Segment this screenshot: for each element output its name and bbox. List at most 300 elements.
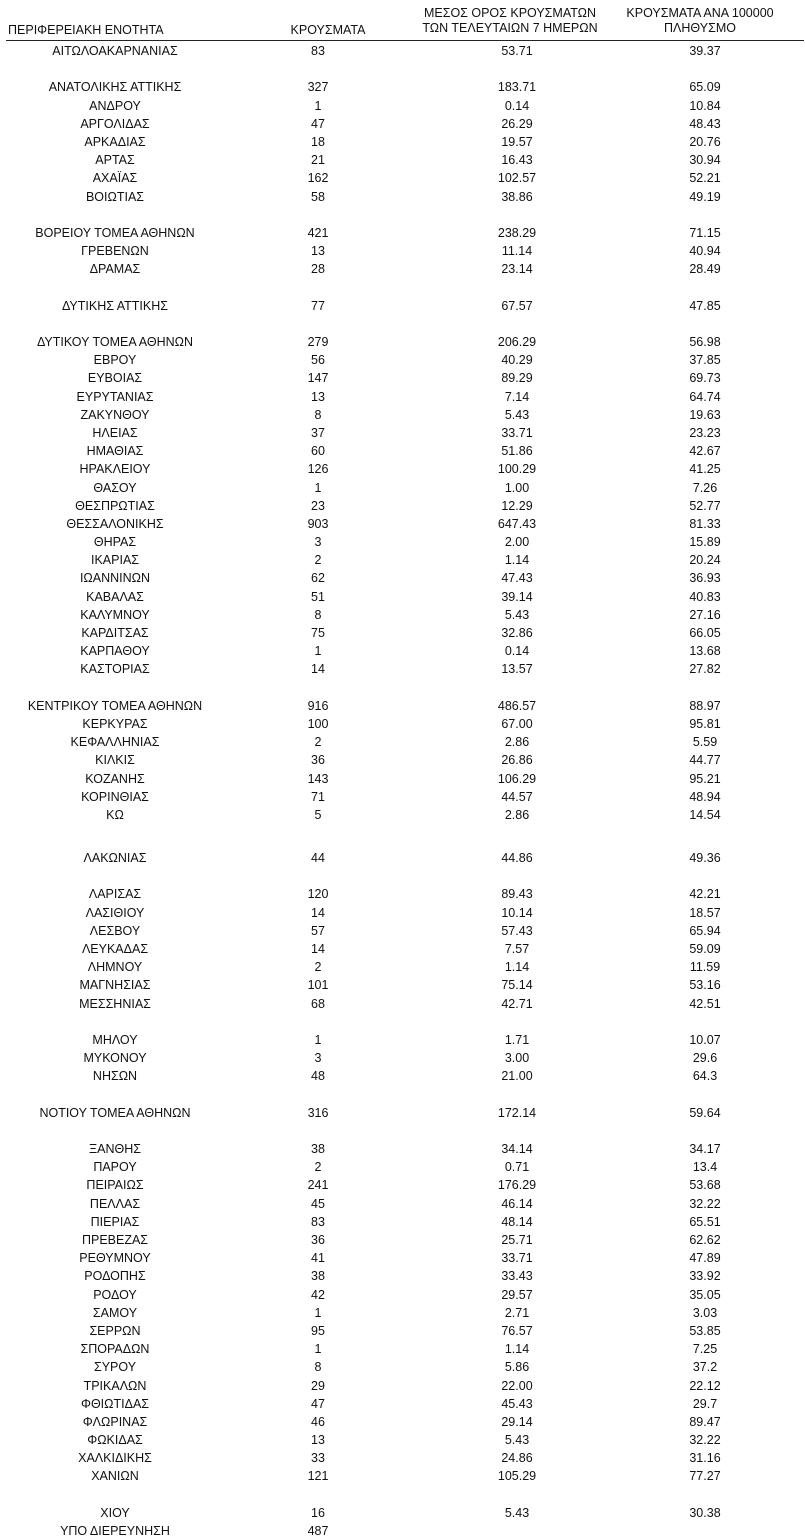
per-100k-cell: 18.57 [689, 905, 721, 920]
cases-cell: 13 [311, 1433, 325, 1448]
per-100k-cell: 71.15 [689, 225, 721, 240]
cases-cell: 487 [307, 1524, 329, 1538]
avg-cell: 106.29 [497, 771, 537, 786]
per-100k-cell: 89.47 [689, 1414, 721, 1429]
region-cell: ΛΑΚΩΝΙΑΣ [83, 851, 147, 866]
per-100k-cell: 69.73 [689, 371, 721, 386]
table-row [0, 1304, 805, 1322]
table-row [0, 940, 805, 958]
header-avg [410, 6, 610, 36]
per-100k-cell: 29.6 [692, 1051, 718, 1066]
avg-cell: 2.86 [504, 735, 530, 750]
cases-cell: 42 [311, 1287, 325, 1302]
cases-cell: 36 [311, 1233, 325, 1247]
table-row [0, 715, 805, 733]
cases-cell: 38 [311, 1269, 325, 1284]
per-100k-cell: 29.7 [692, 1396, 718, 1411]
table-row [0, 770, 805, 788]
table-row [0, 606, 805, 624]
table-row [0, 1358, 805, 1376]
per-100k-cell: 13.4 [692, 1160, 718, 1175]
avg-cell: 5.43 [504, 607, 530, 622]
per-100k-cell: 36.93 [689, 571, 721, 586]
avg-cell: 183.71 [497, 80, 537, 95]
per-100k-cell: 20.24 [689, 553, 721, 568]
region-cell: ΛΕΥΚΑΔΑΣ [81, 942, 149, 956]
per-100k-cell: 7.25 [692, 1342, 718, 1357]
avg-cell: 105.29 [497, 1469, 537, 1484]
table-row [0, 1431, 805, 1449]
per-100k-cell: 53.16 [689, 978, 721, 993]
avg-cell: 206.29 [497, 335, 537, 349]
region-cell: ΘΗΡΑΣ [93, 535, 137, 550]
region-cell: ΑΝΔΡΟΥ [89, 98, 141, 113]
cases-cell: 38 [311, 1142, 325, 1157]
region-cell: ΑΡΓΟΛΙΔΑΣ [80, 116, 150, 131]
cases-cell: 1 [314, 1032, 322, 1047]
region-cell: ΝΗΣΩΝ [92, 1069, 138, 1084]
per-100k-cell: 39.37 [689, 44, 721, 58]
region-cell: ΥΠΟ ΔΙΕΡΕΥΝΗΣΗ [60, 1524, 170, 1538]
avg-cell: 29.57 [501, 1287, 533, 1302]
cases-cell: 13 [311, 389, 325, 404]
cases-cell: 1 [314, 1342, 322, 1357]
table-row [0, 297, 805, 315]
table-row [0, 642, 805, 660]
per-100k-cell: 56.98 [689, 335, 721, 349]
cases-cell: 51 [311, 589, 325, 604]
avg-cell: 1.00 [504, 480, 530, 495]
table-row [0, 497, 805, 515]
table-row [0, 1049, 805, 1067]
avg-cell: 5.86 [504, 1360, 530, 1375]
per-100k-cell: 66.05 [689, 626, 721, 640]
table-row [0, 885, 805, 903]
cases-cell: 241 [307, 1178, 329, 1193]
avg-cell: 67.57 [501, 298, 533, 313]
table-row [0, 460, 805, 478]
cases-cell: 8 [314, 1360, 322, 1375]
table-row [0, 479, 805, 497]
per-100k-cell: 64.3 [692, 1069, 718, 1084]
cases-cell: 14 [311, 942, 325, 956]
table-row [0, 1322, 805, 1340]
avg-cell: 11.14 [501, 244, 533, 259]
region-cell: ΣΕΡΡΩΝ [89, 1323, 141, 1338]
cases-cell: 121 [307, 1469, 329, 1484]
table-row [0, 1413, 805, 1431]
cases-cell: 83 [311, 44, 325, 58]
table-row [0, 922, 805, 940]
region-cell: ΜΑΓΝΗΣΙΑΣ [79, 978, 151, 993]
per-100k-cell: 52.21 [689, 171, 721, 186]
region-cell: ΙΩΑΝΝΙΝΩΝ [79, 571, 151, 586]
cases-cell: 58 [311, 189, 325, 204]
region-cell: ΘΑΣΟΥ [93, 480, 137, 495]
per-100k-cell: 10.07 [689, 1032, 721, 1047]
cases-cell: 95 [311, 1323, 325, 1338]
avg-cell: 38.86 [501, 189, 533, 204]
avg-cell: 176.29 [497, 1178, 537, 1193]
per-100k-cell: 64.74 [689, 389, 721, 404]
cases-cell: 147 [307, 371, 329, 386]
region-cell: ΑΙΤΩΛΟΑΚΑΡΝΑΝΙΑΣ [52, 44, 178, 58]
spacer-row [0, 1086, 805, 1104]
cases-cell: 46 [311, 1414, 325, 1429]
region-cell: ΜΥΚΟΝΟΥ [83, 1051, 147, 1066]
avg-cell: 57.43 [501, 923, 533, 938]
table-body [0, 42, 805, 1540]
table-row [0, 388, 805, 406]
avg-cell: 26.29 [501, 116, 533, 131]
cases-cell: 41 [311, 1251, 325, 1266]
cases-cell: 903 [307, 516, 329, 531]
table-row [0, 958, 805, 976]
avg-cell: 2.86 [504, 807, 530, 822]
region-cell: ΑΧΑΪΑΣ [92, 171, 138, 186]
table-row [0, 697, 805, 715]
per-100k-cell: 31.16 [689, 1451, 721, 1466]
cases-cell: 29 [311, 1378, 325, 1393]
avg-cell: 5.43 [504, 1505, 530, 1520]
table-row [0, 1140, 805, 1158]
table-row [0, 442, 805, 460]
region-cell: ΛΕΣΒΟΥ [89, 923, 141, 938]
per-100k-cell: 47.89 [689, 1251, 721, 1266]
table-row [0, 788, 805, 806]
table-row [0, 733, 805, 751]
cases-cell: 162 [307, 171, 329, 186]
cases-cell: 916 [307, 698, 329, 713]
cases-cell: 44 [311, 851, 325, 866]
region-cell: ΛΗΜΝΟΥ [87, 960, 143, 975]
table-row [0, 169, 805, 187]
per-100k-cell: 95.81 [689, 716, 721, 731]
table-row [0, 1195, 805, 1213]
table-row [0, 1504, 805, 1522]
avg-cell: 33.43 [501, 1269, 533, 1284]
table-row [0, 976, 805, 994]
spacer-row [0, 1013, 805, 1031]
per-100k-cell: 32.22 [689, 1196, 721, 1211]
region-cell: ΤΡΙΚΑΛΩΝ [83, 1378, 147, 1393]
per-100k-cell: 37.85 [689, 353, 721, 368]
avg-cell: 1.14 [504, 553, 530, 568]
cases-cell: 33 [311, 1451, 325, 1466]
region-cell: ΘΕΣΠΡΩΤΙΑΣ [75, 498, 155, 513]
spacer-row [0, 278, 805, 296]
table-row [0, 1267, 805, 1285]
avg-cell: 0.14 [504, 98, 530, 113]
avg-cell: 3.00 [504, 1051, 530, 1066]
per-100k-cell: 28.49 [689, 262, 721, 277]
header-avg-line2: ΤΩΝ ΤΕΛΕΥΤΑΙΩΝ 7 ΗΜΕΡΩΝ [422, 21, 598, 35]
cases-cell: 421 [307, 225, 329, 240]
avg-cell: 29.14 [501, 1414, 533, 1429]
table-row [0, 1176, 805, 1194]
avg-cell: 33.71 [501, 425, 533, 440]
region-cell: ΚΩ [106, 807, 124, 822]
avg-cell: 22.00 [501, 1378, 533, 1393]
avg-cell: 486.57 [497, 698, 537, 713]
avg-cell: 12.29 [501, 498, 533, 513]
avg-cell: 21.00 [501, 1069, 533, 1084]
region-cell: ΡΕΘΥΜΝΟΥ [79, 1251, 151, 1266]
per-100k-cell: 3.03 [692, 1305, 718, 1320]
per-100k-cell: 22.12 [689, 1378, 721, 1393]
region-cell: ΕΥΡΥΤΑΝΙΑΣ [76, 389, 154, 404]
per-100k-cell: 59.09 [689, 942, 721, 956]
table-row [0, 569, 805, 587]
per-100k-cell: 27.82 [689, 662, 721, 677]
region-cell: ΛΑΣΙΘΙΟΥ [85, 905, 145, 920]
avg-cell: 19.57 [501, 134, 533, 149]
per-100k-cell: 53.68 [689, 1178, 721, 1193]
table-row [0, 533, 805, 551]
cases-cell: 83 [311, 1214, 325, 1229]
region-cell: ΠΕΛΛΑΣ [89, 1196, 141, 1211]
header-per-line2: ΠΛΗΘΥΣΜΟ [664, 21, 736, 35]
avg-cell: 89.29 [501, 371, 533, 386]
cases-cell: 56 [311, 353, 325, 368]
region-cell: ΞΑΝΘΗΣ [89, 1142, 141, 1157]
cases-cell: 18 [311, 134, 325, 149]
region-cell: ΗΛΕΙΑΣ [92, 425, 138, 440]
table-row [0, 1377, 805, 1395]
region-cell: ΚΙΛΚΙΣ [95, 753, 135, 768]
avg-cell: 39.14 [501, 589, 533, 604]
cases-cell: 1 [314, 480, 322, 495]
spacer-row [0, 1122, 805, 1140]
per-100k-cell: 88.97 [689, 698, 721, 713]
table-row [0, 995, 805, 1013]
cases-cell: 5 [314, 807, 322, 822]
per-100k-cell: 52.77 [689, 498, 721, 513]
per-100k-cell: 59.64 [689, 1105, 721, 1120]
per-100k-cell: 44.77 [689, 753, 721, 768]
avg-cell: 102.57 [497, 171, 537, 186]
cases-cell: 2 [314, 960, 322, 975]
region-cell: ΚΟΡΙΝΘΙΑΣ [81, 789, 149, 804]
per-100k-cell: 95.21 [689, 771, 721, 786]
per-100k-cell: 40.83 [689, 589, 721, 604]
per-100k-cell: 20.76 [689, 134, 721, 149]
cases-cell: 126 [307, 462, 329, 477]
table-row [0, 624, 805, 642]
table-header [0, 0, 805, 40]
table-row [0, 1340, 805, 1358]
avg-cell: 48.14 [501, 1214, 533, 1229]
region-cell: ΦΛΩΡΙΝΑΣ [82, 1414, 148, 1429]
per-100k-cell: 27.16 [689, 607, 721, 622]
table-row [0, 1158, 805, 1176]
avg-cell: 44.86 [501, 851, 533, 866]
per-100k-cell: 30.94 [689, 153, 721, 168]
cases-cell: 75 [311, 626, 325, 640]
avg-cell: 238.29 [497, 225, 537, 240]
table-row [0, 224, 805, 242]
table-row [0, 1213, 805, 1231]
per-100k-cell: 34.17 [689, 1142, 721, 1157]
cases-cell: 8 [314, 607, 322, 622]
cases-cell: 8 [314, 407, 322, 422]
header-divider [6, 40, 804, 41]
avg-cell: 75.14 [501, 978, 533, 993]
avg-cell: 7.14 [504, 389, 530, 404]
cases-cell: 316 [307, 1105, 329, 1120]
cases-cell: 47 [311, 1396, 325, 1411]
per-100k-cell: 30.38 [689, 1505, 721, 1520]
region-cell: ΚΕΝΤΡΙΚΟΥ ΤΟΜΕΑ ΑΘΗΝΩΝ [27, 698, 203, 713]
cases-cell: 1 [314, 1305, 322, 1320]
per-100k-cell: 77.27 [689, 1469, 721, 1484]
cases-cell: 2 [314, 735, 322, 750]
region-cell: ΕΒΡΟΥ [93, 353, 137, 368]
region-cell: ΜΕΣΣΗΝΙΑΣ [79, 996, 151, 1011]
per-100k-cell: 19.63 [689, 407, 721, 422]
table-row [0, 424, 805, 442]
spacer-row [0, 867, 805, 885]
per-100k-cell: 81.33 [689, 516, 721, 531]
avg-cell: 7.57 [504, 942, 530, 956]
header-region: ΠΕΡΙΦΕΡΕΙΑΚΗ ΕΝΟΤΗΤΑ [8, 23, 164, 37]
per-100k-cell: 32.22 [689, 1433, 721, 1448]
region-cell: ΦΩΚΙΔΑΣ [87, 1433, 143, 1448]
table-row [0, 151, 805, 169]
avg-cell: 42.71 [501, 996, 533, 1011]
region-cell: ΚΑΣΤΟΡΙΑΣ [80, 662, 150, 677]
table-row [0, 1031, 805, 1049]
avg-cell: 23.14 [501, 262, 533, 277]
region-cell: ΣΠΟΡΑΔΩΝ [80, 1342, 150, 1357]
spacer-row [0, 315, 805, 333]
table-row [0, 242, 805, 260]
avg-cell: 5.43 [504, 1433, 530, 1448]
per-100k-cell: 40.94 [689, 244, 721, 259]
per-100k-cell: 65.51 [689, 1214, 721, 1229]
region-cell: ΠΕΙΡΑΙΩΣ [86, 1178, 144, 1193]
cases-cell: 60 [311, 444, 325, 459]
cases-cell: 23 [311, 498, 325, 513]
avg-cell: 1.14 [504, 1342, 530, 1357]
cases-cell: 71 [311, 789, 325, 804]
table-row [0, 333, 805, 351]
table-row [0, 351, 805, 369]
cases-cell: 28 [311, 262, 325, 277]
region-cell: ΠΡΕΒΕΖΑΣ [81, 1233, 149, 1247]
avg-cell: 24.86 [501, 1451, 533, 1466]
avg-cell: 5.43 [504, 407, 530, 422]
avg-cell: 647.43 [497, 516, 537, 531]
avg-cell: 34.14 [501, 1142, 533, 1157]
per-100k-cell: 11.59 [689, 960, 721, 975]
per-100k-cell: 42.67 [689, 444, 721, 459]
avg-cell: 46.14 [501, 1196, 533, 1211]
table-row [0, 551, 805, 569]
per-100k-cell: 48.94 [689, 789, 721, 804]
spacer-row [0, 1486, 805, 1504]
header-cases: ΚΡΟΥΣΜΑΤΑ [290, 23, 366, 37]
table-row [0, 1395, 805, 1413]
table-row [0, 1286, 805, 1304]
avg-cell: 0.71 [504, 1160, 530, 1175]
spacer-row [0, 679, 805, 697]
avg-cell: 1.71 [504, 1032, 530, 1047]
per-100k-cell: 48.43 [689, 116, 721, 131]
per-100k-cell: 35.05 [689, 1287, 721, 1302]
table-row [0, 1522, 805, 1540]
per-100k-cell: 41.25 [689, 462, 721, 477]
region-cell: ΘΕΣΣΑΛΟΝΙΚΗΣ [66, 516, 164, 531]
region-cell: ΦΘΙΩΤΙΔΑΣ [80, 1396, 150, 1411]
region-cell: ΓΡΕΒΕΝΩΝ [81, 244, 149, 259]
region-cell: ΚΕΡΚΥΡΑΣ [82, 716, 148, 731]
cases-cell: 143 [307, 771, 329, 786]
region-cell: ΗΜΑΘΙΑΣ [86, 444, 144, 459]
avg-cell: 76.57 [501, 1323, 533, 1338]
table-row [0, 42, 805, 60]
table-row [0, 406, 805, 424]
avg-cell: 40.29 [501, 353, 533, 368]
header-per-line1: ΚΡΟΥΣΜΑΤΑ ΑΝΑ 100000 [626, 6, 774, 20]
per-100k-cell: 15.89 [689, 535, 721, 550]
per-100k-cell: 42.21 [689, 887, 721, 902]
per-100k-cell: 42.51 [689, 996, 721, 1011]
header-avg-line1: ΜΕΣΟΣ ΟΡΟΣ ΚΡΟΥΣΜΑΤΩΝ [423, 6, 597, 20]
per-100k-cell: 23.23 [689, 425, 721, 440]
avg-cell: 67.00 [501, 716, 533, 731]
table-row [0, 115, 805, 133]
cases-cell: 14 [311, 662, 325, 677]
cases-cell: 62 [311, 571, 325, 586]
avg-cell: 26.86 [501, 753, 533, 768]
table-row [0, 806, 805, 824]
cases-cell: 48 [311, 1069, 325, 1084]
per-100k-cell: 53.85 [689, 1323, 721, 1338]
table-row [0, 1449, 805, 1467]
avg-cell: 47.43 [501, 571, 533, 586]
avg-cell: 32.86 [501, 626, 533, 640]
spacer-row [0, 60, 805, 78]
per-100k-cell: 10.84 [689, 98, 721, 113]
region-cell: ΚΟΖΑΝΗΣ [85, 771, 145, 786]
cases-cell: 3 [314, 1051, 322, 1066]
cases-cell: 101 [307, 978, 329, 993]
avg-cell: 10.14 [501, 905, 533, 920]
cases-cell: 45 [311, 1196, 325, 1211]
region-cell: ΠΙΕΡΙΑΣ [90, 1214, 140, 1229]
table-row [0, 849, 805, 867]
table-row [0, 660, 805, 678]
region-cell: ΝΟΤΙΟΥ ΤΟΜΕΑ ΑΘΗΝΩΝ [39, 1105, 191, 1120]
region-cell: ΧΑΛΚΙΔΙΚΗΣ [78, 1451, 152, 1466]
table-row [0, 1231, 805, 1249]
region-cell: ΣΥΡΟΥ [93, 1360, 137, 1375]
spacer-row [0, 824, 805, 849]
table-row [0, 1067, 805, 1085]
per-100k-cell: 49.19 [689, 189, 721, 204]
avg-cell: 0.14 [504, 644, 530, 659]
table-row [0, 188, 805, 206]
region-cell: ΙΚΑΡΙΑΣ [90, 553, 140, 568]
avg-cell: 2.71 [504, 1305, 530, 1320]
cases-cell: 100 [307, 716, 329, 731]
per-100k-cell: 65.94 [689, 923, 721, 938]
region-cell: ΖΑΚΥΝΘΟΥ [80, 407, 150, 422]
avg-cell: 1.14 [504, 960, 530, 975]
region-cell: ΒΟΙΩΤΙΑΣ [85, 189, 145, 204]
cases-cell: 279 [307, 335, 329, 349]
